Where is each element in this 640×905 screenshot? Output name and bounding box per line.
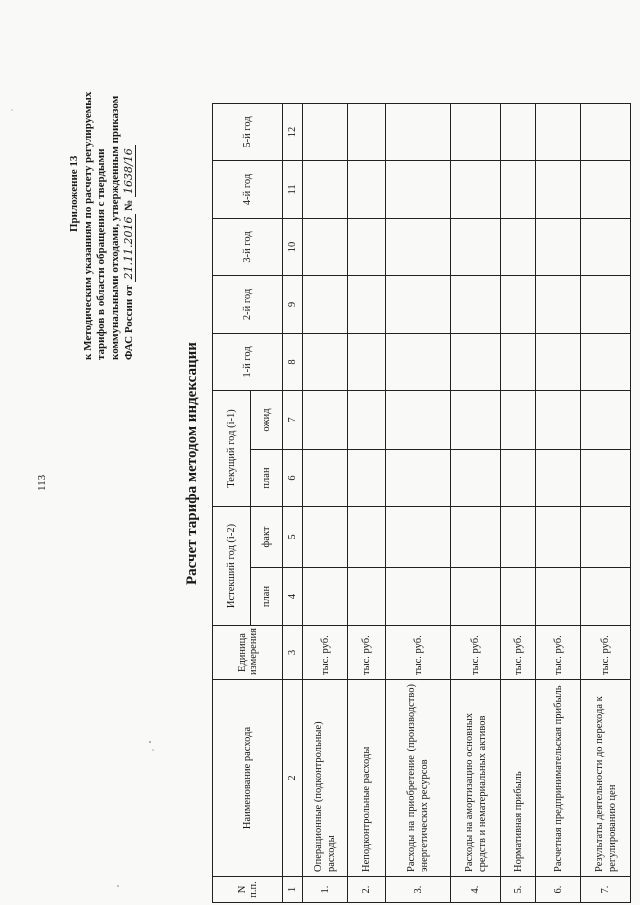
header-year-5: 5-й год [213,103,283,160]
cell [386,333,451,390]
col-number: 2 [283,680,303,877]
col-number: 10 [283,218,303,275]
order-number: 1638/16 [122,145,136,197]
col-number: 1 [283,877,303,903]
row-name: Расходы на приобретение (производство) энергетических ресурсов [386,680,451,877]
tariff-table [212,103,631,903]
cell [303,160,348,218]
table-row [536,103,581,902]
cell [386,218,451,275]
cell [536,160,581,218]
row-num: 1. [303,877,348,903]
column-number-row [283,103,303,902]
appendix-header [68,0,137,360]
cell [386,390,451,449]
cell [451,333,501,390]
document-title: Расчет тарифа методом индексации [184,342,200,585]
cell [501,333,536,390]
cell [501,568,536,626]
cell [303,333,348,390]
header-name: Наименование расхода [213,680,283,877]
header-unit: Единица измерения [213,626,283,680]
row-num: 3. [386,877,451,903]
header-num: N п.п. [213,877,283,903]
cell [348,506,386,567]
row-name: Расчетная предпринимательская прибыль [536,680,581,877]
cell [501,160,536,218]
row-num: 4. [451,877,501,903]
table-row [501,103,536,902]
cell [581,390,631,449]
cell [386,449,451,506]
row-unit: тыс. руб. [501,626,536,680]
cell [536,218,581,275]
cell [536,568,581,626]
cell [348,449,386,506]
table-row [581,103,631,902]
row-unit: тыс. руб. [536,626,581,680]
cell [348,218,386,275]
col-number: 12 [283,103,303,160]
cell [348,103,386,160]
cell [536,275,581,333]
header-current-expected: ожид [251,390,283,449]
cell [386,103,451,160]
row-name: Неподконтрольные расходы [348,680,386,877]
cell [536,449,581,506]
cell [501,449,536,506]
cell [303,568,348,626]
cell [501,218,536,275]
order-number-sign: № [123,199,135,211]
table-row [303,103,348,902]
cell [386,568,451,626]
appendix-line-3: коммунальными отходами, утвержденным приказом [108,95,121,360]
appendix-line-1: к Методическим указаниям по расчету регулируемых [81,91,94,360]
appendix-title: Приложение 13 [68,155,80,232]
cell [581,333,631,390]
header-year-1: 1-й год [213,333,283,390]
row-num: 5. [501,877,536,903]
page-number: 113 [36,474,48,491]
cell [303,449,348,506]
col-number: 7 [283,390,303,449]
row-unit: тыс. руб. [348,626,386,680]
header-current-plan: план [251,449,283,506]
col-number: 9 [283,275,303,333]
table-row [386,103,451,902]
row-name: Результаты деятельности до перехода к регулированию цен [581,680,631,877]
cell [348,275,386,333]
appendix-line-4 [122,0,137,360]
cell [303,390,348,449]
cell [501,506,536,567]
cell [451,103,501,160]
row-unit: тыс. руб. [386,626,451,680]
cell [303,275,348,333]
row-name: Нормативная прибыль [501,680,536,877]
col-number: 5 [283,506,303,567]
cell [581,218,631,275]
row-unit: тыс. руб. [303,626,348,680]
cell [581,103,631,160]
cell [451,568,501,626]
row-num: 6. [536,877,581,903]
table-row [451,103,501,902]
col-number: 4 [283,568,303,626]
row-num: 7. [581,877,631,903]
cell [581,568,631,626]
row-unit: тыс. руб. [451,626,501,680]
cell [581,275,631,333]
cell [581,449,631,506]
cell [581,160,631,218]
cell [451,160,501,218]
cell [303,218,348,275]
header-expired-fact: факт [251,506,283,567]
col-number: 11 [283,160,303,218]
col-number: 6 [283,449,303,506]
header-year-2: 2-й год [213,275,283,333]
cell [536,333,581,390]
cell [501,103,536,160]
col-number: 8 [283,333,303,390]
cell [501,390,536,449]
cell [386,506,451,567]
cell [501,275,536,333]
header-year-4: 4-й год [213,160,283,218]
col-number: 3 [283,626,303,680]
cell [536,103,581,160]
cell [303,103,348,160]
header-expired-year: Истекший год (i-2) [213,506,251,625]
order-date: 21.11.2016 [122,214,136,283]
cell [348,333,386,390]
header-current-year: Текущий год (i-1) [213,390,251,506]
cell [581,506,631,567]
cell [451,506,501,567]
cell [348,390,386,449]
cell [348,568,386,626]
cell [536,390,581,449]
cell [451,390,501,449]
cell [451,449,501,506]
header-row-1 [213,103,251,902]
cell [348,160,386,218]
appendix-line-2: тарифов в области обращения с твердыми [95,148,107,360]
cell [536,506,581,567]
fas-prefix: ФАС России от [123,285,135,360]
row-num: 2. [348,877,386,903]
cell [303,506,348,567]
row-unit: тыс. руб. [581,626,631,680]
header-year-3: 3-й год [213,218,283,275]
table-row [348,103,386,902]
header-expired-plan: план [251,568,283,626]
cell [451,275,501,333]
row-name: Операционные (подконтрольные) расходы [303,680,348,877]
cell [386,275,451,333]
cell [451,218,501,275]
row-name: Расходы на амортизацию основных средств и нематериальных активов [451,680,501,877]
cell [386,160,451,218]
